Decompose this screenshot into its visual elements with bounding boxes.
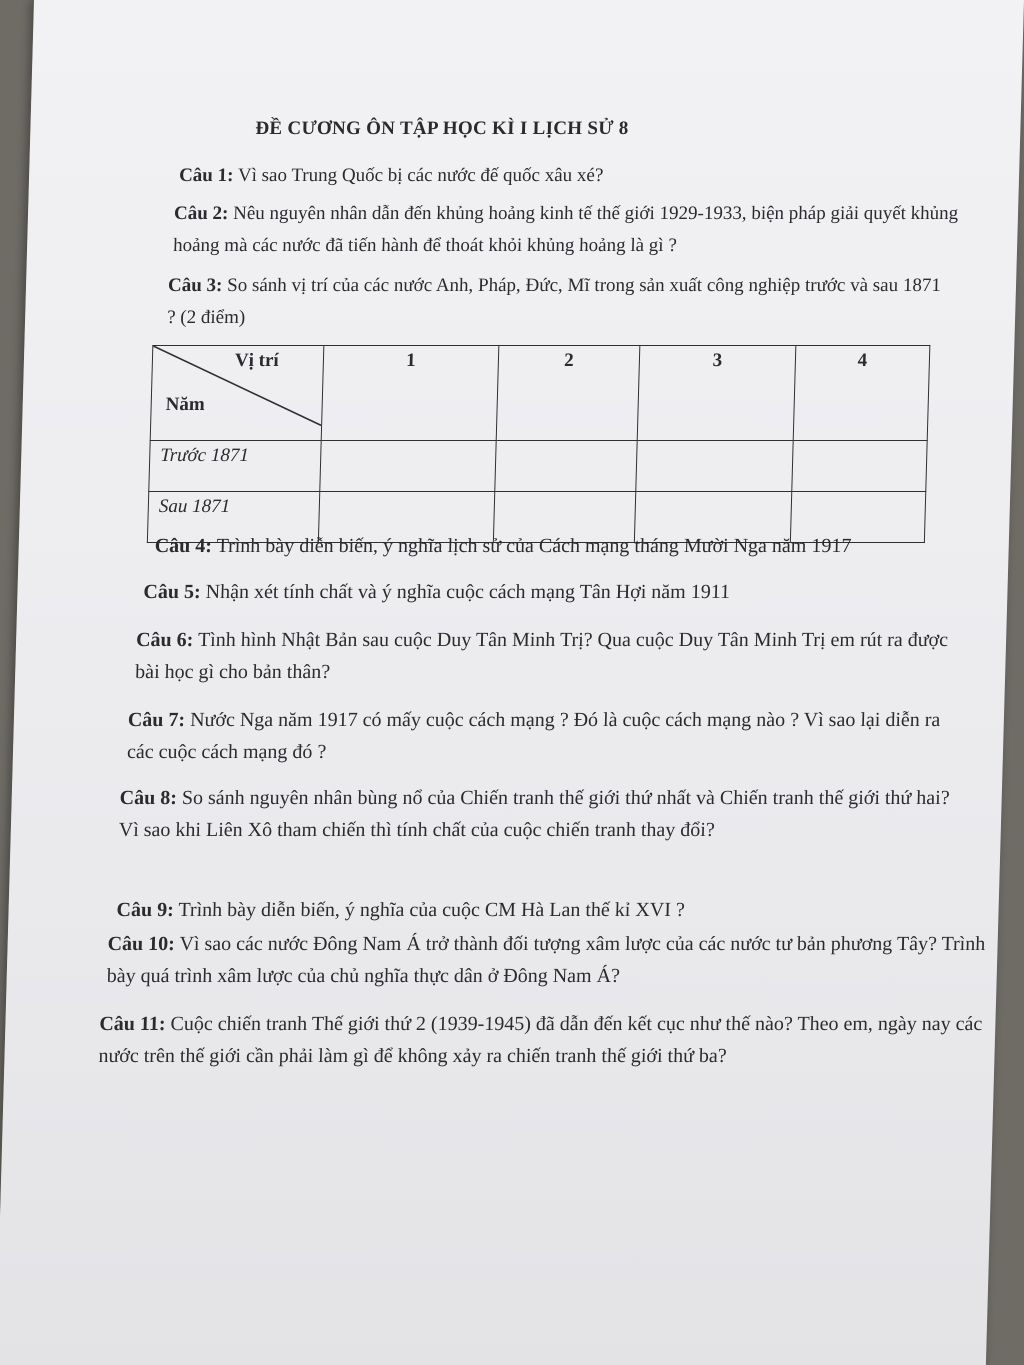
question-9 (116, 894, 917, 926)
question-label: Câu 6: (135, 629, 194, 651)
table-cell (636, 441, 793, 492)
question-text: So sánh vị trí của các nước Anh, Pháp, Đức, Mĩ trong sản xuất công nghiệp trước và sau 1871 ? (2 điểm) (166, 275, 942, 328)
question-text: So sánh nguyên nhân bùng nổ của Chiến tranh thế giới thứ nhất và Chiến tranh thế giới thứ hai? Vì sao khi Liên Xô tham chiến thì tính chất của cuộc chiến tranh thay đổi? (118, 787, 950, 841)
question-1 (179, 160, 980, 192)
question-label: Câu 10: (107, 933, 176, 955)
document-title: ĐỀ CƯƠNG ÔN TẬP HỌC KÌ I LỊCH SỬ 8 (255, 118, 629, 139)
table-header-row (150, 346, 930, 441)
table-corner-cell (150, 346, 324, 441)
question-label: Câu 2: (173, 203, 229, 224)
question-text: Vì sao các nước Đông Nam Á trở thành đối tượng xâm lược của các nước tư bản phương Tây? Trình bày quá trình xâm lược của chủ nghĩa thực dân ở Đông Nam Á? (106, 933, 986, 987)
question-text: Tình hình Nhật Bản sau cuộc Duy Tân Minh Trị? Qua cuộc Duy Tân Minh Trị em rút ra được bài học gì cho bản thân? (134, 629, 949, 683)
table-cell (792, 441, 927, 492)
question-label: Câu 11: (99, 1013, 166, 1035)
question-3 (167, 270, 949, 334)
question-label: Câu 3: (167, 275, 223, 296)
comparison-table (147, 345, 931, 543)
table-row-label: Trước 1871 (149, 441, 321, 492)
question-label: Câu 7: (127, 709, 186, 731)
table-column-header: 3 (637, 346, 796, 441)
question-5 (143, 576, 944, 608)
table-column-header: 1 (321, 346, 499, 441)
question-text: Nước Nga năm 1917 có mấy cuộc cách mạng ? Đó là cuộc cách mạng nào ? Vì sao lại diễn ra các cuộc cách mạng đó ? (126, 709, 941, 763)
question-text: Trình bày diễn biến, ý nghĩa của cuộc CM Hà Lan thế kỉ XVI ? (178, 899, 686, 921)
table-row (149, 441, 927, 492)
question-text: Nêu nguyên nhân dẫn đến khủng hoảng kinh tế thế giới 1929-1933, biện pháp giải quyết khủng hoảng mà các nước đã tiến hành để thoát khỏi khủng hoảng là gì ? (172, 203, 959, 256)
corner-label-year: Năm (165, 394, 206, 415)
question-label: Câu 9: (116, 899, 175, 921)
question-8 (118, 782, 960, 846)
table-cell (495, 441, 637, 492)
question-text: Nhận xét tính chất và ý nghĩa cuộc cách mạng Tân Hợi năm 1911 (205, 581, 731, 603)
question-label: Câu 8: (119, 787, 178, 809)
question-label: Câu 1: (178, 165, 234, 186)
question-11 (98, 1008, 990, 1072)
question-4 (154, 530, 985, 562)
question-6 (135, 624, 977, 688)
question-label: Câu 5: (143, 581, 202, 603)
corner-label-position: Vị trí (234, 350, 280, 371)
table-column-header: 4 (793, 346, 930, 441)
question-10 (106, 928, 993, 992)
table-column-header: 2 (496, 346, 640, 441)
question-text: Vì sao Trung Quốc bị các nước đế quốc xâu xé? (237, 165, 604, 186)
table-row-label: Sau 1871 (147, 492, 319, 543)
question-label: Câu 4: (154, 535, 213, 557)
question-text: Trình bày diễn biến, ý nghĩa lịch sử của Cách mạng tháng Mười Nga năm 1917 (216, 535, 852, 557)
question-7 (127, 704, 969, 768)
table-cell (320, 441, 496, 492)
question-2 (173, 198, 990, 262)
question-text: Cuộc chiến tranh Thế giới thứ 2 (1939-1945) đã dẫn đến kết cục như thế nào? Theo em, ngày nay các nước trên thế giới cần phải làm gì để không xảy ra chiến tranh thế giới thứ ba? (98, 1013, 983, 1067)
